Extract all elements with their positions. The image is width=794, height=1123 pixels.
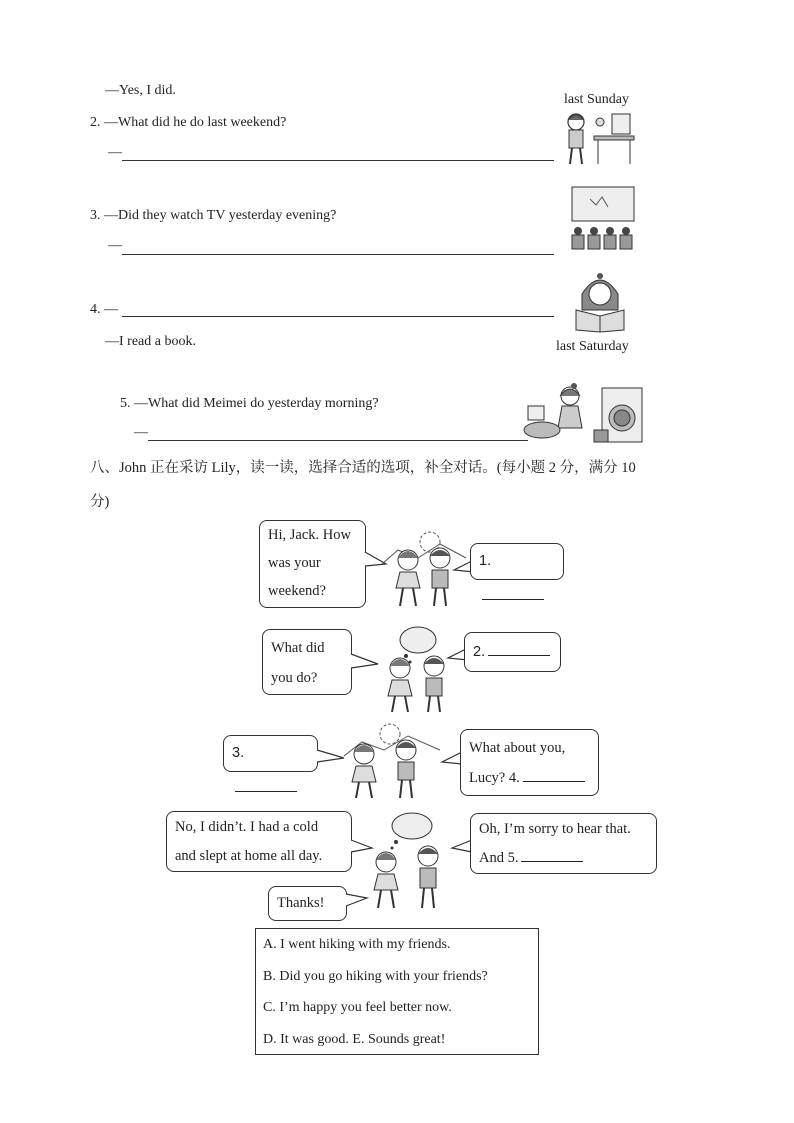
bubble-question-line2: you do? bbox=[271, 670, 318, 686]
q3-picture-watching-tv bbox=[570, 185, 636, 255]
blank-5[interactable] bbox=[521, 847, 583, 862]
bubble-what-about-line2: Lucy? 4. bbox=[469, 770, 520, 786]
q5-picture-washing-clothes bbox=[522, 382, 644, 446]
bubble-had-cold-line1: No, I didn’t. I had a cold bbox=[175, 819, 319, 835]
bubble-question-what-did bbox=[262, 629, 352, 695]
q3-answer-line[interactable] bbox=[122, 254, 554, 255]
blank-3[interactable] bbox=[235, 777, 297, 792]
bubble-answer2-number: 2. bbox=[473, 644, 486, 660]
bubble-sorry-line1: Oh, I’m sorry to hear that. bbox=[479, 821, 631, 837]
option-a[interactable]: A. I went hiking with my friends. bbox=[263, 937, 451, 952]
options-box bbox=[255, 928, 539, 1055]
q4-picture-girl-reading bbox=[572, 272, 628, 332]
q2-caption: last Sunday bbox=[564, 92, 629, 107]
bubble-answer3-number: 3. bbox=[232, 745, 245, 761]
q5-answer-line[interactable] bbox=[148, 440, 528, 441]
blank-2[interactable] bbox=[488, 641, 550, 656]
q2-picture-boy-desk bbox=[560, 108, 638, 168]
q4-caption: last Saturday bbox=[556, 339, 629, 354]
section8-title-line2: 分) bbox=[90, 494, 110, 510]
q1-answer: —Yes, I did. bbox=[105, 83, 176, 98]
bubble-thanks: Thanks! bbox=[268, 886, 347, 921]
q2-answer-line[interactable] bbox=[122, 160, 554, 161]
option-d[interactable]: D. It was good. E. Sounds great! bbox=[263, 1031, 446, 1047]
bubble-question-line1: What did bbox=[271, 640, 325, 656]
bubble-greeting-line2: was your bbox=[268, 555, 321, 571]
bubble-sorry bbox=[470, 813, 657, 874]
q3-answer-prefix: — bbox=[108, 238, 122, 253]
bubble-greeting-line1: Hi, Jack. How bbox=[268, 527, 351, 543]
q2-answer-prefix: — bbox=[108, 145, 122, 160]
q4-question-line[interactable] bbox=[122, 316, 554, 317]
bubble-sorry-line2: And 5. bbox=[479, 850, 519, 866]
option-b[interactable]: B. Did you go hiking with your friends? bbox=[263, 968, 488, 984]
blank-4[interactable] bbox=[523, 767, 585, 782]
q4-answer: —I read a book. bbox=[105, 334, 196, 349]
q5-answer-prefix: — bbox=[134, 425, 148, 440]
kids-picture-4 bbox=[362, 812, 456, 912]
bubble-answer1-number: 1. bbox=[479, 553, 492, 569]
bubble-greeting bbox=[259, 520, 366, 608]
bubble-greeting-line3: weekend? bbox=[268, 583, 326, 599]
bubble-answer2 bbox=[464, 632, 561, 672]
q2-question: 2. —What did he do last weekend? bbox=[90, 115, 287, 130]
bubble-had-cold bbox=[166, 811, 352, 872]
blank-1[interactable] bbox=[482, 585, 544, 600]
q3-question: 3. —Did they watch TV yesterday evening? bbox=[90, 208, 337, 223]
bubble-what-about-line1: What about you, bbox=[469, 740, 566, 756]
bubble-what-about-you bbox=[460, 729, 599, 796]
bubble-thanks-tail bbox=[345, 892, 369, 908]
bubble-answer3 bbox=[223, 735, 318, 772]
section8-title-line1: 八、John 正在采访 Lily，读一读，选择合适的选项，补全对话。(每小题 2 分，满分 10 bbox=[90, 460, 636, 476]
q4-question-prefix: 4. — bbox=[90, 302, 118, 317]
kids-picture-2 bbox=[376, 624, 462, 716]
kids-picture-3 bbox=[340, 720, 444, 802]
bubble-answer1 bbox=[470, 543, 564, 580]
bubble-had-cold-line2: and slept at home all day. bbox=[175, 848, 323, 864]
q5-question: 5. —What did Meimei do yesterday morning? bbox=[120, 396, 379, 411]
option-c[interactable]: C. I’m happy you feel better now. bbox=[263, 1000, 452, 1015]
